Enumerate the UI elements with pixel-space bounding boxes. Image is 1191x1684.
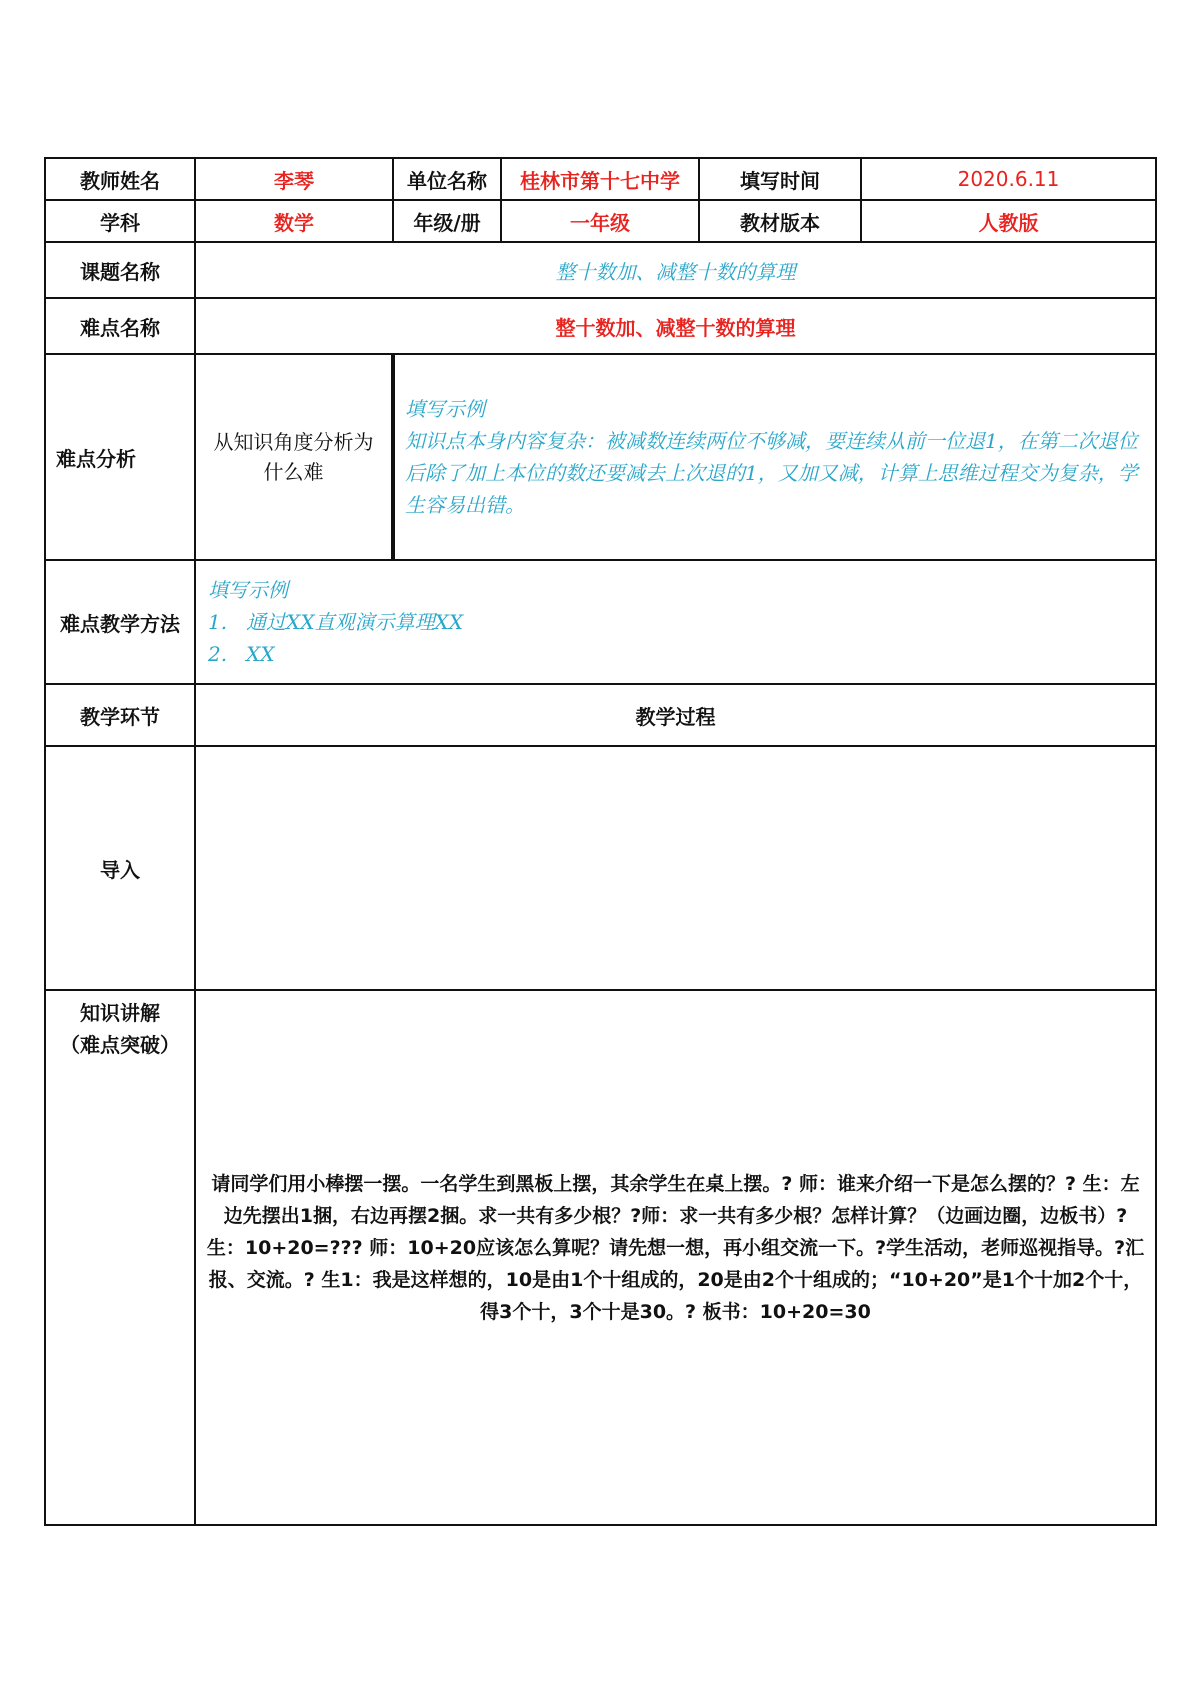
method-example-title: 填写示例 <box>208 578 288 602</box>
analysis-example-title: 填写示例 <box>405 397 485 421</box>
header-row-2 <box>45 200 1156 242</box>
edition-label: 教材版本 <box>699 200 861 242</box>
knowledge-label <box>45 990 195 1525</box>
knowledge-text: 请同学们用小棒摆一摆。一名学生到黑板上摆，其余学生在桌上摆。? 师：谁来介绍一下是怎么摆的？? 生：左边先摆出1捆，右边再摆2捆。求一共有多少根？?师：求一共有多少根？怎样计算？（边画边圈，边板书）?生：10+20=??? 师：10+20应该怎么算呢？请先想一想，再小组交流一下。?学生活动，老师巡视指导。?汇报、交流。? 生1：我是这样想的，10是由1个十组成的，20是由2个十组成的；“10+20”是1个十加2个十，得3个十，3个十是30。? 板书：10+20=30 <box>206 1172 1145 1323</box>
date-label: 填写时间 <box>699 158 861 200</box>
analysis-row <box>45 354 1156 560</box>
lesson-plan-sheet <box>44 157 1155 1526</box>
knowledge-label-line-2: （难点突破） <box>60 1033 180 1057</box>
subject-value: 数学 <box>195 200 393 242</box>
method-content <box>195 560 1156 684</box>
topic-value: 整十数加、减整十数的算理 <box>195 242 1156 298</box>
knowledge-label-line-1: 知识讲解 <box>80 1001 160 1025</box>
edition-value: 人教版 <box>861 200 1156 242</box>
difficulty-row <box>45 298 1156 354</box>
knowledge-row <box>45 990 1156 1525</box>
intro-label: 导入 <box>45 746 195 990</box>
intro-row <box>45 746 1156 990</box>
method-label: 难点教学方法 <box>45 560 195 684</box>
teacher-value: 李琴 <box>195 158 393 200</box>
teacher-label: 教师姓名 <box>45 158 195 200</box>
method-item-1: 1. 通过XX直观演示算理XX <box>208 610 464 634</box>
analysis-example-text: 知识点本身内容复杂：被减数连续两位不够减，要连续从前一位退1，在第二次退位后除了加上本位的数还要减去上次退的1，又加又减，计算上思维过程交为复杂，学生容易出错。 <box>405 429 1138 517</box>
lesson-plan-table <box>44 157 1157 1526</box>
analysis-label: 难点分析 <box>45 354 195 560</box>
header-row-1 <box>45 158 1156 200</box>
difficulty-label: 难点名称 <box>45 298 195 354</box>
topic-label: 课题名称 <box>45 242 195 298</box>
date-value: 2020.6.11 <box>861 158 1156 200</box>
process-label: 教学过程 <box>195 684 1156 746</box>
grade-value: 一年级 <box>501 200 699 242</box>
analysis-sub-label: 从知识角度分析为什么难 <box>195 354 393 560</box>
topic-row <box>45 242 1156 298</box>
process-header-row <box>45 684 1156 746</box>
knowledge-content <box>195 990 1156 1525</box>
subject-label: 学科 <box>45 200 195 242</box>
difficulty-value: 整十数加、减整十数的算理 <box>195 298 1156 354</box>
grade-label: 年级/册 <box>393 200 501 242</box>
intro-content <box>195 746 1156 990</box>
stage-label: 教学环节 <box>45 684 195 746</box>
method-row <box>45 560 1156 684</box>
unit-label: 单位名称 <box>393 158 501 200</box>
analysis-example <box>393 354 1156 560</box>
method-item-2: 2. XX <box>208 642 275 666</box>
unit-value: 桂林市第十七中学 <box>501 158 699 200</box>
